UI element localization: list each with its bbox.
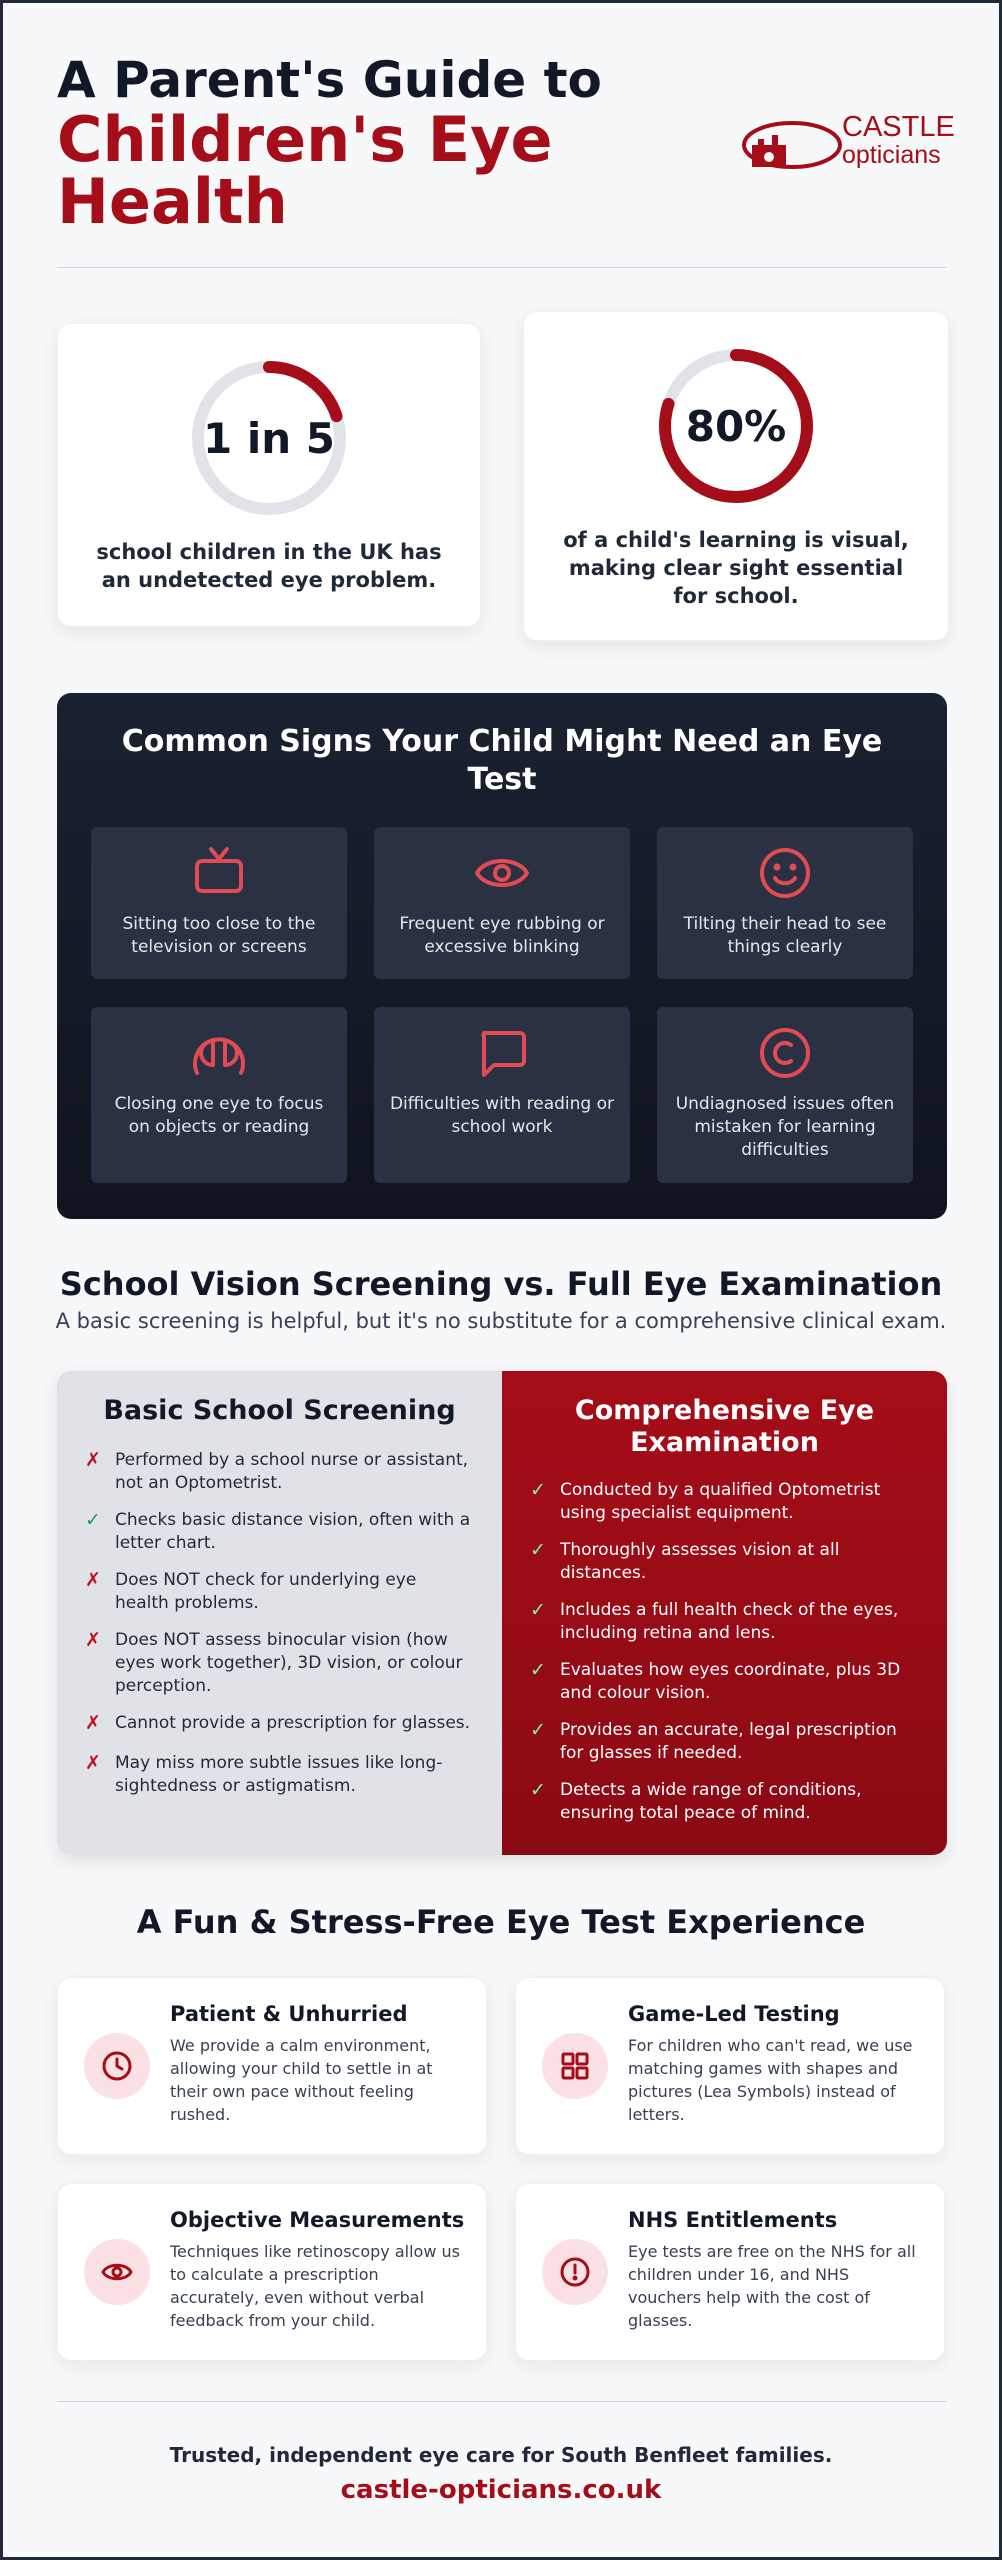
footer-tagline: Trusted, independent eye care for South Benfleet families. (169, 2443, 833, 2467)
experience-card-title: Game-Led Testing (628, 2002, 840, 2026)
comprehensive-exam-title: Comprehensive Eye Examination (574, 1395, 875, 1458)
sign-text: Undiagnosed issues often mistaken for learning difficulties (675, 1094, 895, 1160)
experience-card-title: Patient & Unhurried (170, 2002, 408, 2026)
experience-card-patient (57, 1977, 487, 2155)
sign-card-tv (91, 827, 347, 979)
basic-item (85, 1449, 472, 1495)
comparison-subtitle: A basic screening is helpful, but it's no substitute for a comprehensive clinical exam. (55, 1309, 947, 1333)
comprehensive-item (530, 1779, 917, 1825)
comprehensive-item-text: Thoroughly assesses vision at all distances. (560, 1540, 840, 1583)
stat-description-1: school children in the UK has an undetected eye problem. (96, 540, 442, 592)
grid-icon (542, 2033, 608, 2099)
header-divider (57, 267, 947, 268)
experience-card-text: Techniques like retinoscopy allow us to calculate a prescription accurately, even without verbal feedback from your child. (170, 2242, 460, 2330)
basic-item-text: Does NOT assess binocular vision (how eyes work together), 3D vision, or colour perception. (115, 1630, 463, 1696)
alert-circle-icon (542, 2239, 608, 2305)
experience-card-text: Eye tests are free on the NHS for all children under 16, and NHS vouchers help with the cost of glasses. (628, 2242, 916, 2330)
sign-card-half-eye (91, 1007, 347, 1183)
cross-icon: ✗ (85, 1449, 101, 1471)
check-icon: ✓ (530, 1719, 546, 1741)
signs-section (57, 693, 947, 1219)
basic-item (85, 1752, 472, 1798)
basic-item (85, 1629, 472, 1698)
check-icon: ✓ (530, 1659, 546, 1681)
experience-card-text: We provide a calm environment, allowing your child to settle in at their own pace without feeling rushed. (170, 2036, 433, 2124)
comprehensive-item-text: Conducted by a qualified Optometrist using specialist equipment. (560, 1480, 881, 1523)
experience-title: A Fun & Stress-Free Eye Test Experience (136, 1903, 866, 1941)
cross-icon: ✗ (85, 1712, 101, 1734)
sign-text: Frequent eye rubbing or excessive blinking (399, 914, 605, 957)
check-icon: ✓ (530, 1479, 546, 1501)
half-eye-icon (191, 1025, 247, 1081)
sign-card-eye (374, 827, 630, 979)
stat-description-2: of a child's learning is visual, making clear sight essential for school. (563, 528, 909, 608)
signs-title: Common Signs Your Child Might Need an Eye Test (121, 724, 883, 797)
c-circle-icon (757, 1025, 813, 1081)
basic-item-text: Performed by a school nurse or assistant, not an Optometrist. (115, 1450, 469, 1493)
sign-card-message (374, 1007, 630, 1183)
comprehensive-item (530, 1599, 917, 1645)
castle-logo-icon (742, 111, 842, 175)
experience-card-text: For children who can't read, we use matching games with shapes and pictures (Lea Symbols) instead of letters. (628, 2036, 913, 2124)
sign-text: Sitting too close to the television or screens (122, 914, 316, 957)
experience-card-title: NHS Entitlements (628, 2208, 838, 2232)
stat-value-2: 80% (685, 401, 787, 451)
stat-card-1 (57, 323, 481, 627)
stat-card-2 (523, 311, 949, 641)
clock-icon (84, 2033, 150, 2099)
logo-text-castle: CASTLE (842, 111, 955, 143)
comprehensive-item (530, 1479, 917, 1525)
comprehensive-item-text: Evaluates how eyes coordinate, plus 3D and colour vision. (560, 1660, 901, 1703)
comprehensive-item-text: Includes a full health check of the eyes, including retina and lens. (560, 1600, 899, 1643)
comparison-table (57, 1371, 947, 1855)
smile-icon (757, 845, 813, 901)
basic-item (85, 1509, 472, 1555)
sign-card-smile (657, 827, 913, 979)
experience-card-game (515, 1977, 945, 2155)
stat-ring-2 (656, 346, 816, 506)
infographic-page (3, 3, 999, 2557)
website-link[interactable]: castle-opticians.co.uk (340, 2475, 662, 2505)
stat-value-1: 1 in 5 (203, 413, 335, 463)
check-icon: ✓ (85, 1509, 101, 1531)
eye-icon (84, 2239, 150, 2305)
message-icon (474, 1025, 530, 1081)
sign-card-c-circle (657, 1007, 913, 1183)
basic-screening-title: Basic School Screening (103, 1395, 456, 1426)
logo-text-opticians: opticians (842, 141, 941, 169)
castle-opticians-logo (742, 111, 955, 175)
sign-text: Difficulties with reading or school work (389, 1094, 615, 1137)
basic-item-text: Checks basic distance vision, often with a letter chart. (115, 1510, 471, 1553)
footer-divider (57, 2401, 947, 2402)
check-icon: ✓ (530, 1599, 546, 1621)
check-icon: ✓ (530, 1779, 546, 1801)
comprehensive-item (530, 1719, 917, 1765)
basic-item (85, 1712, 472, 1735)
cross-icon: ✗ (85, 1629, 101, 1651)
cross-icon: ✗ (85, 1752, 101, 1774)
basic-item-text: Cannot provide a prescription for glasses. (115, 1713, 471, 1733)
title-line-1: A Parent's Guide to (57, 51, 602, 109)
title-line-2: Children's Eye Health (57, 103, 553, 238)
comprehensive-item-text: Provides an accurate, legal prescription for glasses if needed. (560, 1720, 897, 1763)
comprehensive-exam-column (502, 1371, 947, 1855)
experience-card-nhs (515, 2183, 945, 2361)
experience-card-title: Objective Measurements (170, 2208, 465, 2232)
comprehensive-item (530, 1539, 917, 1585)
eye-icon (474, 845, 530, 901)
basic-item (85, 1569, 472, 1615)
sign-text: Tilting their head to see things clearly (683, 914, 887, 957)
tv-icon (191, 845, 247, 901)
comparison-title: School Vision Screening vs. Full Eye Examination (59, 1265, 943, 1303)
basic-screening-column (57, 1371, 502, 1855)
stat-ring-1 (189, 358, 349, 518)
check-icon: ✓ (530, 1539, 546, 1561)
comprehensive-item-text: Detects a wide range of conditions, ensuring total peace of mind. (560, 1780, 862, 1823)
cross-icon: ✗ (85, 1569, 101, 1591)
sign-text: Closing one eye to focus on objects or reading (114, 1094, 324, 1137)
basic-item-text: Does NOT check for underlying eye health problems. (115, 1570, 417, 1613)
header (57, 51, 955, 241)
experience-card-objective (57, 2183, 487, 2361)
comprehensive-item (530, 1659, 917, 1705)
basic-item-text: May miss more subtle issues like long-sightedness or astigmatism. (115, 1753, 443, 1796)
